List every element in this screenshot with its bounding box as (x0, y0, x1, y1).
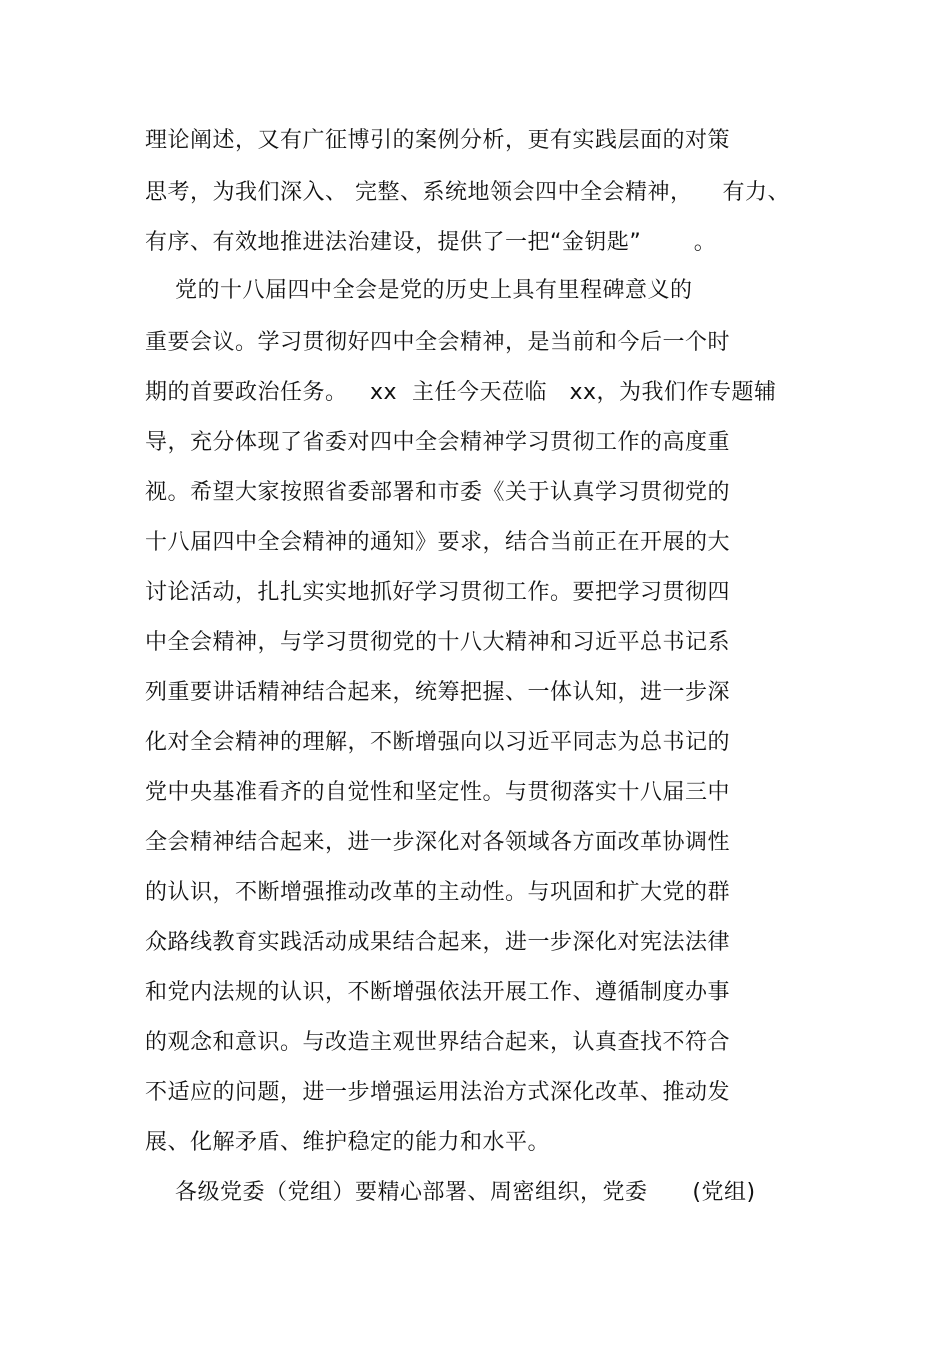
text-line: 讨论活动，扎扎实实地抓好学习贯彻工作。要把学习贯彻四 (145, 580, 731, 605)
text-line: 有序、有效地推进法治建设，提供了一把“金钥匙” 。 (145, 230, 717, 255)
text-line: 视。希望大家按照省委部署和市委《关于认真学习贯彻党的 (145, 480, 731, 505)
text-line: 列重要讲话精神结合起来，统筹把握、一体认知，进一步深 (145, 680, 731, 705)
text-line: 中全会精神，与学习贯彻党的十八大精神和习近平总书记系 (145, 630, 731, 655)
text-line: 化对全会精神的理解，不断增强向以习近平同志为总书记的 (145, 730, 731, 755)
text-line: 导，充分体现了省委对四中全会精神学习贯彻工作的高度重 (145, 430, 731, 455)
text-line: 党中央基准看齐的自觉性和坚定性。与贯彻落实十八届三中 (145, 780, 731, 805)
text-line: 期的首要政治任务。 xx 主任今天莅临 xx，为我们作专题辅 (145, 380, 777, 405)
text-line: 思考，为我们深入、 完整、系统地领会四中全会精神， 有力、 (145, 180, 790, 205)
text-line: 和党内法规的认识，不断增强依法开展工作、遵循制度办事 (145, 980, 731, 1005)
text-line: 十八届四中全会精神的通知》要求，结合当前正在开展的大 (145, 530, 731, 555)
text-line: 理论阐述，又有广征博引的案例分析，更有实践层面的对策 (145, 128, 731, 153)
text-line: 的认识，不断增强推动改革的主动性。与巩固和扩大党的群 (145, 880, 731, 905)
text-line: 重要会议。学习贯彻好四中全会精神，是当前和今后一个时 (145, 330, 731, 355)
text-line: 众路线教育实践活动成果结合起来，进一步深化对宪法法律 (145, 930, 731, 955)
text-line: 的观念和意识。与改造主观世界结合起来，认真查找不符合 (145, 1030, 731, 1055)
text-line: 党的十八届四中全会是党的历史上具有里程碑意义的 (145, 278, 693, 303)
text-line: 不适应的问题，进一步增强运用法治方式深化改革、推动发 (145, 1080, 731, 1105)
text-line: 展、化解矛盾、维护稳定的能力和水平。 (145, 1130, 551, 1155)
text-line: 全会精神结合起来，进一步深化对各领域各方面改革协调性 (145, 830, 731, 855)
text-line: 各级党委（党组）要精心部署、周密组织，党委 (党组) (145, 1180, 756, 1205)
